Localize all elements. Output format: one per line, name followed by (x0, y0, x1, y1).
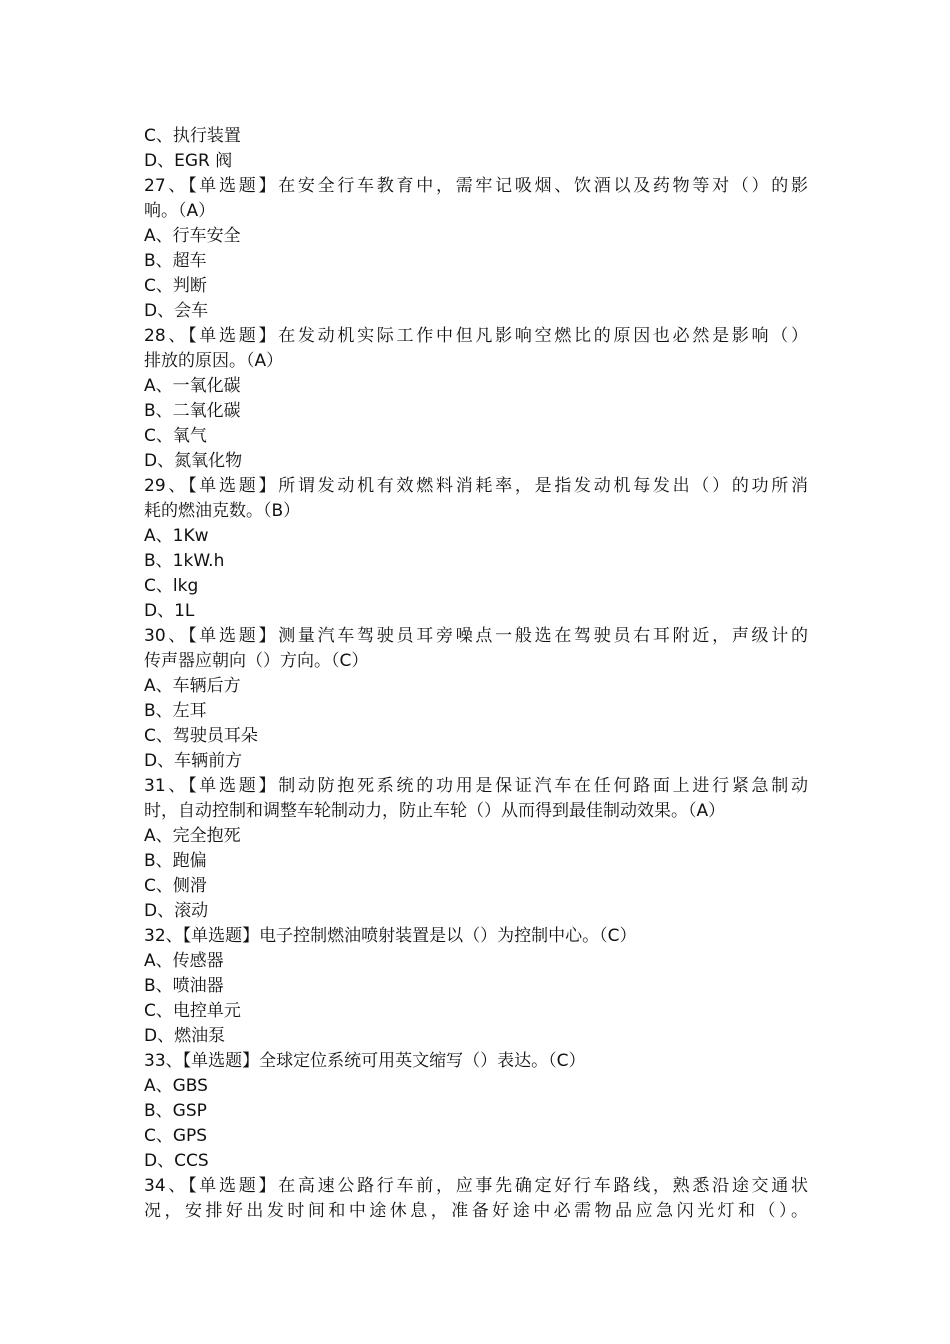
answer-option: B、喷油器 (144, 976, 224, 996)
answer-option: C、执行装置 (144, 126, 241, 146)
question-text-line: 34、【单选题】在高速公路行车前，应事先确定好行车路线，熟悉沿途交通状 (144, 1176, 808, 1196)
answer-option: B、二氧化碳 (144, 401, 241, 421)
question-text-line: 耗的燃油克数。（B） (144, 501, 301, 521)
answer-option: C、GPS (144, 1126, 208, 1146)
answer-option: C、电控单元 (144, 1001, 241, 1021)
answer-option: A、一氧化碳 (144, 376, 241, 396)
question-text-line: 32、【单选题】电子控制燃油喷射装置是以（）为控制中心。（C） (144, 926, 637, 946)
answer-option: D、氮氧化物 (144, 451, 243, 471)
question-text-line: 27、【单选题】在安全行车教育中，需牢记吸烟、饮酒以及药物等对（）的影 (144, 176, 808, 196)
question-text-line: 况，安排好出发时间和中途休息，准备好途中必需物品应急闪光灯和（）。 (144, 1201, 808, 1221)
answer-option: A、传感器 (144, 951, 224, 971)
answer-option: C、判断 (144, 276, 207, 296)
question-text-line: 传声器应朝向（）方向。（C） (144, 651, 369, 671)
answer-option: C、驾驶员耳朵 (144, 726, 258, 746)
question-text-line: 29、【单选题】所谓发动机有效燃料消耗率，是指发动机每发出（）的功所消 (144, 476, 808, 496)
answer-option: C、氧气 (144, 426, 207, 446)
question-text-line: 33、【单选题】全球定位系统可用英文缩写（）表达。（C） (144, 1051, 586, 1071)
question-text-line: 时，自动控制和调整车轮制动力，防止车轮（）从而得到最佳制动效果。（A） (144, 801, 726, 821)
answer-option: B、GSP (144, 1101, 207, 1121)
answer-option: A、行车安全 (144, 226, 241, 246)
answer-option: C、lkg (144, 576, 199, 596)
answer-option: B、1kW.h (144, 551, 225, 571)
answer-option: D、CCS (144, 1151, 209, 1171)
answer-option: D、会车 (144, 301, 209, 321)
answer-option: A、完全抱死 (144, 826, 241, 846)
answer-option: A、车辆后方 (144, 676, 241, 696)
answer-option: D、燃油泵 (144, 1026, 226, 1046)
question-text-line: 28、【单选题】在发动机实际工作中但凡影响空燃比的原因也必然是影响（） (144, 326, 808, 346)
question-text-line: 响。（A） (144, 201, 216, 221)
answer-option: A、GBS (144, 1076, 208, 1096)
question-text-line: 31、【单选题】制动防抱死系统的功用是保证汽车在任何路面上进行紧急制动 (144, 776, 808, 796)
answer-option: D、EGR 阀 (144, 151, 233, 171)
question-text-line: 30、【单选题】测量汽车驾驶员耳旁噪点一般选在驾驶员右耳附近，声级计的 (144, 626, 808, 646)
answer-option: C、侧滑 (144, 876, 207, 896)
answer-option: D、1L (144, 601, 195, 621)
question-list (144, 124, 808, 1224)
answer-option: D、滚动 (144, 901, 209, 921)
answer-option: B、跑偏 (144, 851, 207, 871)
answer-option: D、车辆前方 (144, 751, 243, 771)
answer-option: B、超车 (144, 251, 207, 271)
question-text-line: 排放的原因。（A） (144, 351, 284, 371)
answer-option: A、1Kw (144, 526, 209, 546)
answer-option: B、左耳 (144, 701, 207, 721)
